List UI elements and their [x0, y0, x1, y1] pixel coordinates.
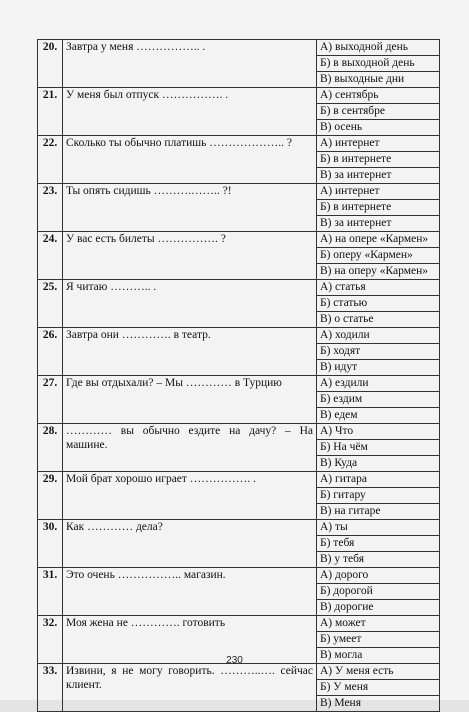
answer-option: Б) На чём	[317, 440, 440, 456]
question-number: 31.	[38, 568, 63, 616]
question-number: 26.	[38, 328, 63, 376]
question-number: 28.	[38, 424, 63, 472]
page-number: 230	[226, 655, 243, 666]
question-number: 27.	[38, 376, 63, 424]
answer-option: В) едем	[317, 408, 440, 424]
table-row	[38, 328, 440, 344]
answer-option: Б) дорогой	[317, 584, 440, 600]
answer-option: В) за интернет	[317, 168, 440, 184]
answer-option: В) дорогие	[317, 600, 440, 616]
table-row	[38, 232, 440, 248]
table-row	[38, 280, 440, 296]
answer-option: А) на опере «Кармен»	[317, 232, 440, 248]
question-number: 33.	[38, 664, 63, 712]
answer-option: А) ты	[317, 520, 440, 536]
answer-option: Б) У меня	[317, 680, 440, 696]
answer-option: В) идут	[317, 360, 440, 376]
question-text: Как ………… дела?	[63, 520, 317, 568]
answer-option: А) дорого	[317, 568, 440, 584]
table-row	[38, 376, 440, 392]
question-text: Извини, я не могу говорить. ………..…. сейчас клиент.	[63, 664, 317, 712]
question-text: Я читаю ……….. .	[63, 280, 317, 328]
question-number: 24.	[38, 232, 63, 280]
answer-option: В) у тебя	[317, 552, 440, 568]
answer-option: А) сентябрь	[317, 88, 440, 104]
table-row	[38, 40, 440, 56]
table-row	[38, 184, 440, 200]
answer-option: Б) в интернете	[317, 200, 440, 216]
answer-option: А) гитара	[317, 472, 440, 488]
answer-option: Б) тебя	[317, 536, 440, 552]
question-text: Завтра они …………. в театр.	[63, 328, 317, 376]
table-row	[38, 424, 440, 440]
answer-option: Б) в сентябре	[317, 104, 440, 120]
quiz-table-body	[38, 40, 440, 712]
answer-option: Б) в выходной день	[317, 56, 440, 72]
table-row	[38, 88, 440, 104]
answer-option: В) Меня	[317, 696, 440, 712]
answer-option: В) могла	[317, 648, 440, 664]
answer-option: А) Что	[317, 424, 440, 440]
answer-option: В) на гитаре	[317, 504, 440, 520]
question-text: Мой брат хорошо играет ……………. .	[63, 472, 317, 520]
answer-option: Б) умеет	[317, 632, 440, 648]
question-number: 20.	[38, 40, 63, 88]
table-row	[38, 616, 440, 632]
quiz-table	[37, 39, 440, 712]
answer-option: А) интернет	[317, 184, 440, 200]
answer-option: А) ходили	[317, 328, 440, 344]
answer-option: А) выходной день	[317, 40, 440, 56]
question-text: У вас есть билеты ……………. ?	[63, 232, 317, 280]
answer-option: Б) оперу «Кармен»	[317, 248, 440, 264]
answer-option: Б) гитару	[317, 488, 440, 504]
question-text: ………… вы обычно ездите на дачу? – На машине.	[63, 424, 317, 472]
question-text: Где вы отдыхали? – Мы ………… в Турцию	[63, 376, 317, 424]
question-number: 23.	[38, 184, 63, 232]
answer-option: А) статья	[317, 280, 440, 296]
question-number: 25.	[38, 280, 63, 328]
answer-option: Б) в интернете	[317, 152, 440, 168]
question-number: 21.	[38, 88, 63, 136]
answer-option: В) на оперу «Кармен»	[317, 264, 440, 280]
question-text: Это очень …………….. магазин.	[63, 568, 317, 616]
question-text: Завтра у меня …………….. .	[63, 40, 317, 88]
answer-option: В) о статье	[317, 312, 440, 328]
question-text: Моя жена не …………. готовить	[63, 616, 317, 664]
answer-option: В) осень	[317, 120, 440, 136]
answer-option: А) интернет	[317, 136, 440, 152]
answer-option: В) Куда	[317, 456, 440, 472]
question-number: 32.	[38, 616, 63, 664]
answer-option: В) выходные дни	[317, 72, 440, 88]
question-text: У меня был отпуск ……………. .	[63, 88, 317, 136]
table-row	[38, 568, 440, 584]
answer-option: А) У меня есть	[317, 664, 440, 680]
table-row	[38, 472, 440, 488]
question-number: 22.	[38, 136, 63, 184]
question-number: 29.	[38, 472, 63, 520]
answer-option: Б) статью	[317, 296, 440, 312]
answer-option: Б) ездим	[317, 392, 440, 408]
table-row	[38, 136, 440, 152]
question-text: Ты опять сидишь ……….…….. ?!	[63, 184, 317, 232]
question-number: 30.	[38, 520, 63, 568]
answer-option: А) ездили	[317, 376, 440, 392]
answer-option: В) за интернет	[317, 216, 440, 232]
answer-option: А) может	[317, 616, 440, 632]
question-text: Сколько ты обычно платишь ……………….. ?	[63, 136, 317, 184]
answer-option: Б) ходят	[317, 344, 440, 360]
table-row	[38, 520, 440, 536]
